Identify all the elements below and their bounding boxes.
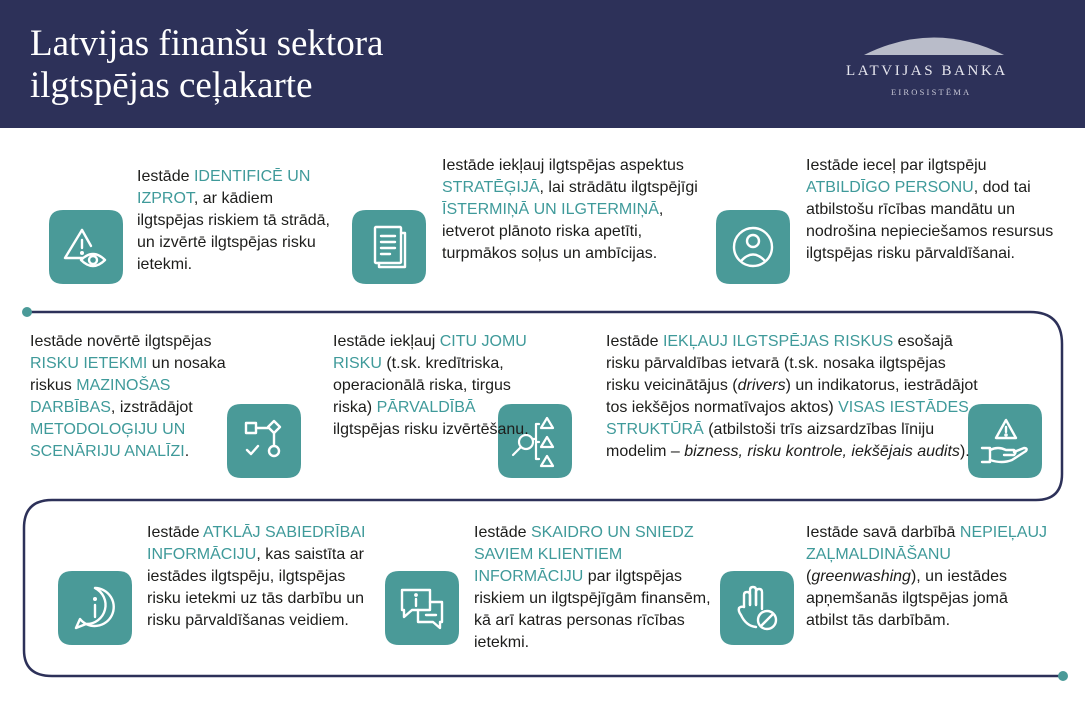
text-segment: (atbilstoši trīs aizsardzības līniju modelim – [606,421,935,460]
text-segment: Iestāde [474,524,531,541]
text-segment: ( [806,568,812,585]
highlight-term: MAZINOŠAS DARBĪBAS [30,377,171,416]
step-7-icon-tag [58,571,132,645]
step-5-text [333,331,543,441]
text-segment: esošajā risku pārvaldības ietvarā (t.sk. nosaka ilgtspējas risku veicinātājus ( [606,333,953,394]
step-4-icon-tag [227,404,301,478]
highlight-term: ATKLĀJ SABIEDRĪBAI INFORMĀCIJU [147,524,366,563]
text-segment: , ar kādiem ilgtspējas riskiem tā strādā, un izvērtē ilgtspējas risku ietekmi. [137,190,330,273]
document-icon [352,210,426,284]
person-icon [716,210,790,284]
text-segment: ), un iestādes apņemšanās ilgtspējas jomā atbilst tās darbībām. [806,568,1008,629]
text-segment: (t.sk. kredītriska, operacionālā riska, tirgus riska) [333,355,511,416]
highlight-term: ĪSTERMIŅĀ UN ILGTERMIŅĀ [442,201,659,218]
emphasis-term: bizness, risku kontrole, iekšējais audits [684,443,960,460]
step-1-icon-tag [49,210,123,284]
hand-stop-icon [720,571,794,645]
step-8-icon-tag [385,571,459,645]
step-3-text [806,155,1056,265]
highlight-term: STRATĒĢIJĀ [442,179,540,196]
roadmap-end-dot [1058,671,1068,681]
emphasis-term: greenwashing [811,568,911,585]
highlight-term: NEPIEĻAUJ ZAĻMALDINĀŠANU [806,524,1048,563]
step-8-text [474,522,719,654]
text-segment: Iestāde novērtē ilgtspējas [30,333,212,350]
step-4-text [30,331,235,463]
step-9-text [806,522,1051,632]
highlight-term: RISKU IETEKMI [30,355,148,372]
step-2-icon-tag [352,210,426,284]
flowchart-icon [227,404,301,478]
step-3-icon-tag [716,210,790,284]
highlight-term: ATBILDĪGO PERSONU [806,179,974,196]
step-2-text [442,155,702,265]
highlight-term: PĀRVALDĪBĀ [376,399,476,416]
text-segment: ). [959,443,970,460]
text-segment: Iestāde ieceļ par ilgtspēju [806,157,987,174]
text-segment: , izstrādājot [110,399,193,416]
text-segment: Iestāde iekļauj [333,333,440,350]
step-1-text [137,166,332,276]
page-title-line-1: Latvijas finanšu sektora [30,23,384,64]
page-title-line-2: ilgtspējas ceļakarte [30,65,313,106]
roadmap-start-dot [22,307,32,317]
text-segment: , kas saistīta ar iestādes ilgtspēju, ilgtspējas risku ietekmi uz tās darbību un risku pārvaldīšanas veidiem. [147,546,364,629]
text-segment: , lai strādātu ilgtspējīgi [539,179,698,196]
text-segment: un nosaka riskus [30,355,226,394]
step-7-text [147,522,382,632]
highlight-term: SKAIDRO UN SNIEDZ SAVIEM KLIENTIEM INFORMĀCIJU [474,524,694,585]
step-6-text [606,331,981,463]
text-segment: , dod tai atbilstošu rīcības mandātu un nodrošina nepieciešamos resursus ilgtspējas risku pārvaldīšanai. [806,179,1054,262]
text-segment: Iestāde [147,524,204,541]
highlight-term: METODOLOĢIJU UN SCENĀRIJU ANALĪZI [30,421,186,460]
bank-subtitle: EIROSISTĒMA [891,87,972,97]
chat-info-icon [385,571,459,645]
bank-name: LATVIJAS BANKA [846,63,1008,79]
text-segment: Iestāde [137,168,194,185]
text-segment: Iestāde savā darbībā [806,524,960,541]
highlight-term: CITU JOMU RISKU [333,333,527,372]
text-segment: Iestāde [606,333,663,350]
emphasis-term: drivers [737,377,786,394]
highlight-term: IDENTIFICĒ UN IZPROT [137,168,311,207]
highlight-term: IEKĻAUJ ILGTSPĒJAS RISKUS [662,333,894,350]
text-segment: Iestāde iekļauj ilgtspējas aspektus [442,157,684,174]
text-segment: par ilgtspējas riskiem un ilgtspējīgām finansēm, kā arī katras personas rīcības ietekmi. [474,568,711,651]
text-segment: ilgtspējas risku izvērtēšanu. [333,421,529,438]
step-9-icon-tag [720,571,794,645]
text-segment: . [184,443,190,460]
text-segment: ) un indikatorus, iestrādājot tos iekšējos normatīvajos aktos) [606,377,978,416]
text-segment: , ietverot plānoto riska apetīti, turpmākos soļus un ambīcijas. [442,201,664,262]
highlight-term: VISAS IESTĀDES STRUKTŪRĀ [606,399,969,438]
warning-eye-icon [49,210,123,284]
info-bubble-icon [58,571,132,645]
